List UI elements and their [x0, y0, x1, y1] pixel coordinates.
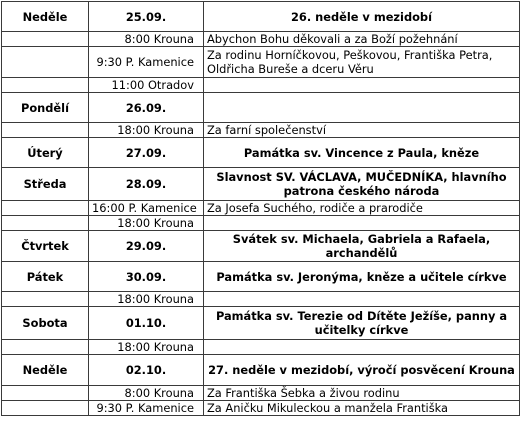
day-name: Sobota: [2, 307, 89, 340]
mass-intention: Abychon Bohu děkovali a za Boží požehnání: [204, 32, 520, 47]
schedule-body: [2, 2, 520, 416]
mass-time-place: 18:00 Krouna: [89, 292, 204, 307]
liturgical-feast: Památka sv. Vincence z Paula, kněze: [204, 138, 520, 168]
liturgical-feast: Svátek sv. Michaela, Gabriela a Rafaela, archandělů: [204, 231, 520, 262]
mass-intention: [204, 216, 520, 231]
mass-intention: [204, 292, 520, 307]
day-row: [2, 262, 520, 292]
mass-intention: Za farní společenství: [204, 123, 520, 138]
day-name: Neděle: [2, 355, 89, 386]
empty-day-cell: [2, 340, 89, 355]
mass-row: [2, 386, 520, 401]
day-row: [2, 2, 520, 32]
day-date: 29.09.: [89, 231, 204, 262]
day-row: [2, 93, 520, 123]
mass-row: [2, 340, 520, 355]
liturgical-feast: Památka sv. Terezie od Dítěte Ježíše, panny a učitelky církve: [204, 307, 520, 340]
day-name: Pondělí: [2, 93, 89, 123]
day-date: 27.09.: [89, 138, 204, 168]
mass-intention: Za rodinu Horníčkovou, Peškovou, Františka Petra, Oldřicha Bureše a dceru Věru: [204, 47, 520, 78]
mass-intention: [204, 78, 520, 93]
mass-time-place: 18:00 Krouna: [89, 340, 204, 355]
empty-day-cell: [2, 292, 89, 307]
day-date: 01.10.: [89, 307, 204, 340]
liturgical-feast: 27. neděle v mezidobí, výročí posvěcení Krouna: [204, 355, 520, 386]
day-date: 25.09.: [89, 2, 204, 32]
day-name: Čtvrtek: [2, 231, 89, 262]
empty-day-cell: [2, 386, 89, 401]
mass-time-place: 18:00 Krouna: [89, 216, 204, 231]
empty-day-cell: [2, 78, 89, 93]
empty-day-cell: [2, 201, 89, 216]
mass-schedule-table: [1, 1, 520, 416]
day-row: [2, 355, 520, 386]
liturgical-feast: Slavnost SV. VÁCLAVA, MUČEDNÍKA, hlavního patrona českého národa: [204, 168, 520, 201]
day-date: 26.09.: [89, 93, 204, 123]
mass-time-place: 9:30 P. Kamenice: [89, 401, 204, 416]
day-date: 28.09.: [89, 168, 204, 201]
mass-row: [2, 32, 520, 47]
mass-row: [2, 123, 520, 138]
empty-day-cell: [2, 401, 89, 416]
mass-time-place: 11:00 Otradov: [89, 78, 204, 93]
mass-row: [2, 47, 520, 78]
day-row: [2, 307, 520, 340]
mass-time-place: 8:00 Krouna: [89, 32, 204, 47]
day-name: Pátek: [2, 262, 89, 292]
liturgical-feast: Památka sv. Jeronýma, kněze a učitele církve: [204, 262, 520, 292]
day-row: [2, 138, 520, 168]
mass-intention: Za Josefa Suchého, rodiče a prarodiče: [204, 201, 520, 216]
mass-intention: Za Aničku Mikuleckou a manžela Františka: [204, 401, 520, 416]
mass-intention: [204, 340, 520, 355]
day-row: [2, 231, 520, 262]
day-name: Středa: [2, 168, 89, 201]
mass-time-place: 8:00 Krouna: [89, 386, 204, 401]
mass-time-place: 16:00 P. Kamenice: [89, 201, 204, 216]
mass-intention: Za Františka Šebka a živou rodinu: [204, 386, 520, 401]
empty-day-cell: [2, 47, 89, 78]
liturgical-feast: [204, 93, 520, 123]
liturgical-feast: 26. neděle v mezidobí: [204, 2, 520, 32]
day-name: Úterý: [2, 138, 89, 168]
mass-time-place: 9:30 P. Kamenice: [89, 47, 204, 78]
mass-row: [2, 78, 520, 93]
mass-row: [2, 292, 520, 307]
empty-day-cell: [2, 32, 89, 47]
day-date: 02.10.: [89, 355, 204, 386]
empty-day-cell: [2, 123, 89, 138]
mass-time-place: 18:00 Krouna: [89, 123, 204, 138]
mass-row: [2, 401, 520, 416]
day-name: Neděle: [2, 2, 89, 32]
day-date: 30.09.: [89, 262, 204, 292]
day-row: [2, 168, 520, 201]
mass-row: [2, 201, 520, 216]
empty-day-cell: [2, 216, 89, 231]
mass-row: [2, 216, 520, 231]
